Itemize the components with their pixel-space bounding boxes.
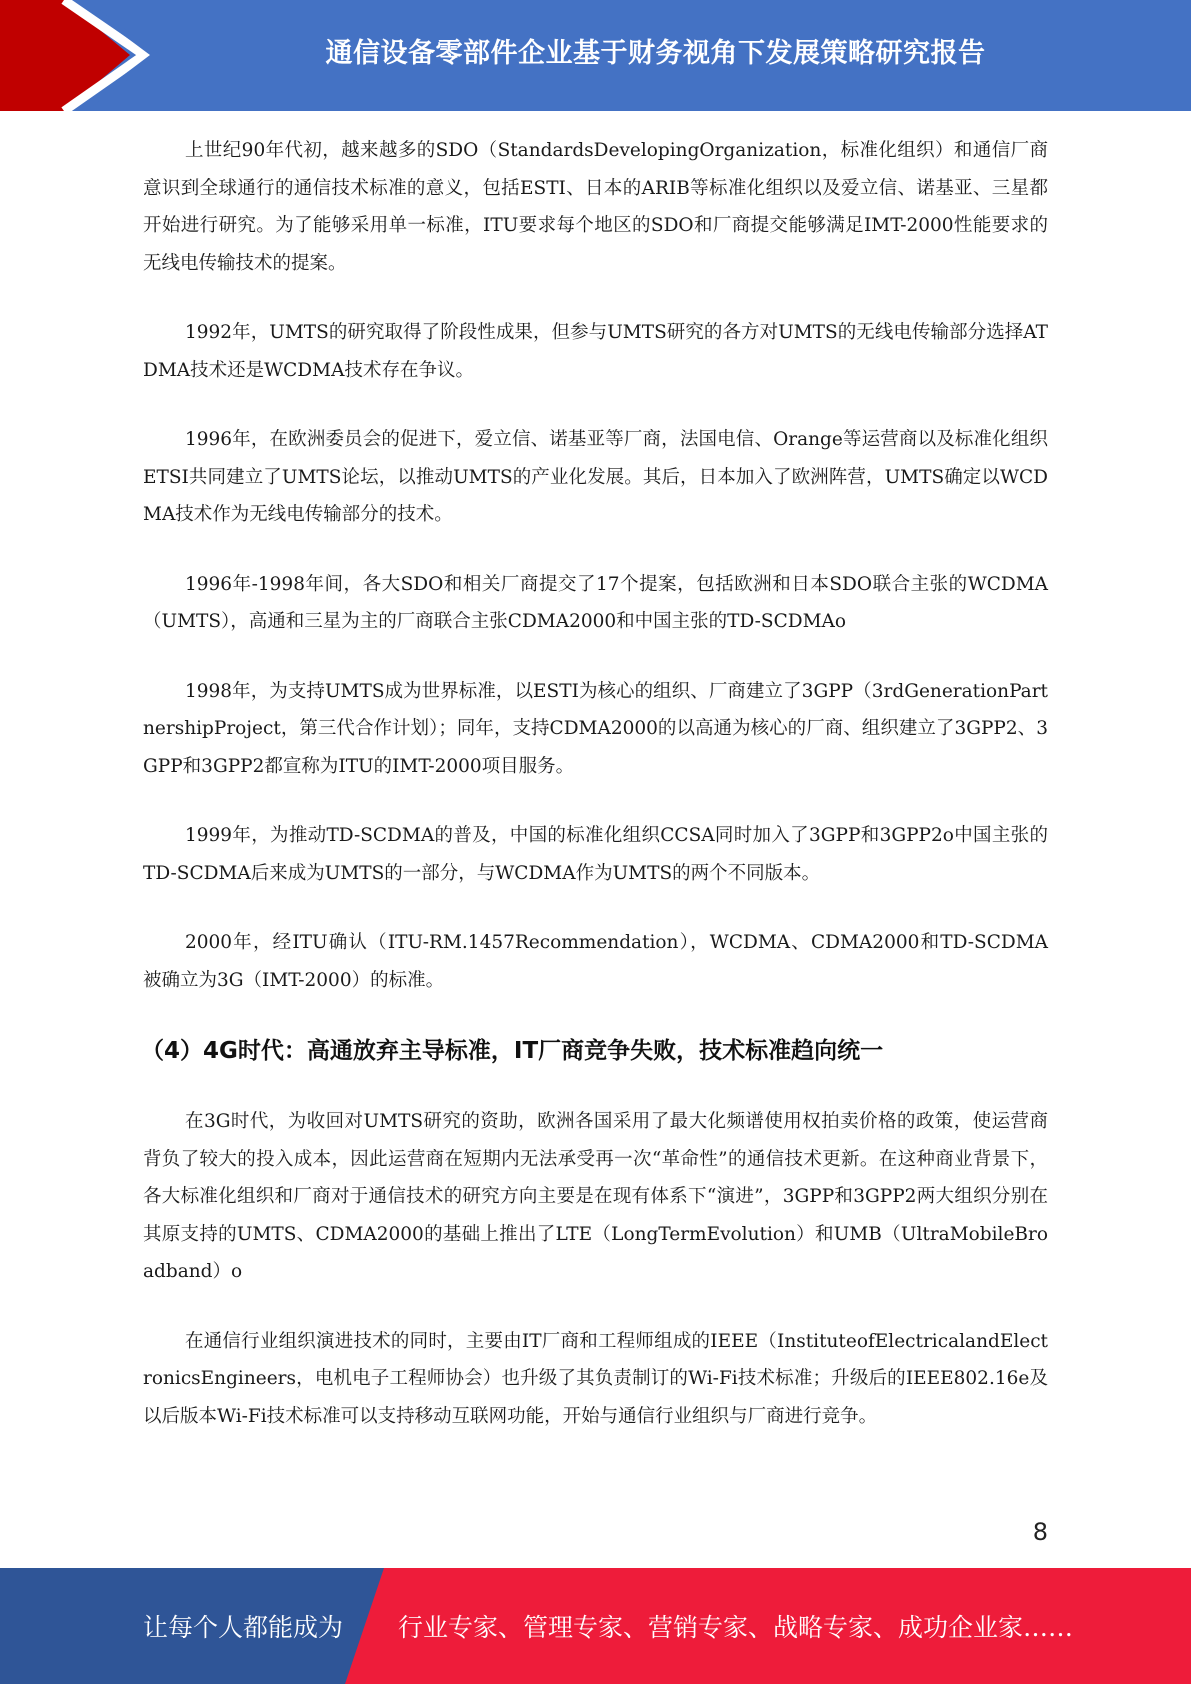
section-heading: （4）4G时代：高通放弃主导标准，IT厂商竞争失败，技术标准趋向统一 <box>141 1038 884 1064</box>
header-title: 通信设备零部件企业基于财务视角下发展策略研究报告 <box>325 37 986 69</box>
paragraph: 1996年，在欧洲委员会的促进下，爱立信、诺基亚等厂商，法国电信、Orange等运营商以及标准化组织ETSI共同建立了UMTS论坛，以推动UMTS的产业化发展。其后，日本加入了欧洲阵营，UMTS确定以WCDMA技术作为无线电传输部分的技术。 <box>143 429 1048 525</box>
paragraph: 上世纪90年代初，越来越多的SDO（StandardsDevelopingOrganization，标准化组织）和通信厂商意识到全球通行的通信技术标准的意义，包括ESTI、日本的ARIB等标准化组织以及爱立信、诺基亚、三星都开始进行研究。为了能够采用单一标准，ITU要求每个地区的SDO和厂商提交能够满足IMT-2000性能要求的无线电传输技术的提案。 <box>143 140 1048 274</box>
page-header <box>0 0 1191 111</box>
paragraph: 在通信行业组织演进技术的同时，主要由IT厂商和工程师组成的IEEE（InstituteofElectricalandElectronicsEngineers，电机电子工程师协会）也升级了其负责制订的Wi-Fi技术标准；升级后的IEEE802.16e及以后版本Wi-Fi技术标准可以支持移动互联网功能，开始与通信行业组织与厂商进行竞争。 <box>143 1330 1048 1427</box>
paragraph: 1999年，为推动TD-SCDMA的普及，中国的标准化组织CCSA同时加入了3GPP和3GPP2o中国主张的TD-SCDMA后来成为UMTS的一部分，与WCDMA作为UMTS的两个不同版本。 <box>143 825 1048 884</box>
page-footer <box>0 1568 1191 1684</box>
footer-slogan-left: 让每个人都能成为 <box>143 1613 344 1642</box>
paragraph: 1998年，为支持UMTS成为世界标准，以ESTI为核心的组织、厂商建立了3GPP（3rdGenerationPartnershipProject，第三代合作计划）；同年，支持CDMA2000的以高通为核心的厂商、组织建立了3GPP2、3GPP和3GPP2都宣称为ITU的IMT-2000项目服务。 <box>143 680 1048 777</box>
page-number: 8 <box>1032 1518 1048 1546</box>
paragraph: 1996年-1998年间，各大SDO和相关厂商提交了17个提案，包括欧洲和日本SDO联合主张的WCDMA（UMTS），高通和三星为主的厂商联合主张CDMA2000和中国主张的TD-SCDMAo <box>143 573 1048 632</box>
paragraph: 在3G时代，为收回对UMTS研究的资助，欧洲各国采用了最大化频谱使用权拍卖价格的政策，使运营商背负了较大的投入成本，因此运营商在短期内无法承受再一次“革命性”的通信技术更新。在这种商业背景下，各大标准化组织和厂商对于通信技术的研究方向主要是在现有体系下“演进”，3GPP和3GPP2两大组织分别在其原支持的UMTS、CDMA2000的基础上推出了LTE（LongTermEvolution）和UMB（UltraMobileBroadband）o <box>143 1111 1048 1282</box>
footer-slogan-right: 行业专家、管理专家、营销专家、战略专家、成功企业家…… <box>398 1613 1074 1642</box>
paragraph: 1992年，UMTS的研究取得了阶段性成果，但参与UMTS研究的各方对UMTS的无线电传输部分选择ATDMA技术还是WCDMA技术存在争议。 <box>143 322 1048 381</box>
paragraph: 2000年，经ITU确认（ITU-RM.1457Recommendation），WCDMA、CDMA2000和TD-SCDMA被确立为3G（IMT-2000）的标准。 <box>143 932 1048 991</box>
document-body <box>143 132 1048 1467</box>
